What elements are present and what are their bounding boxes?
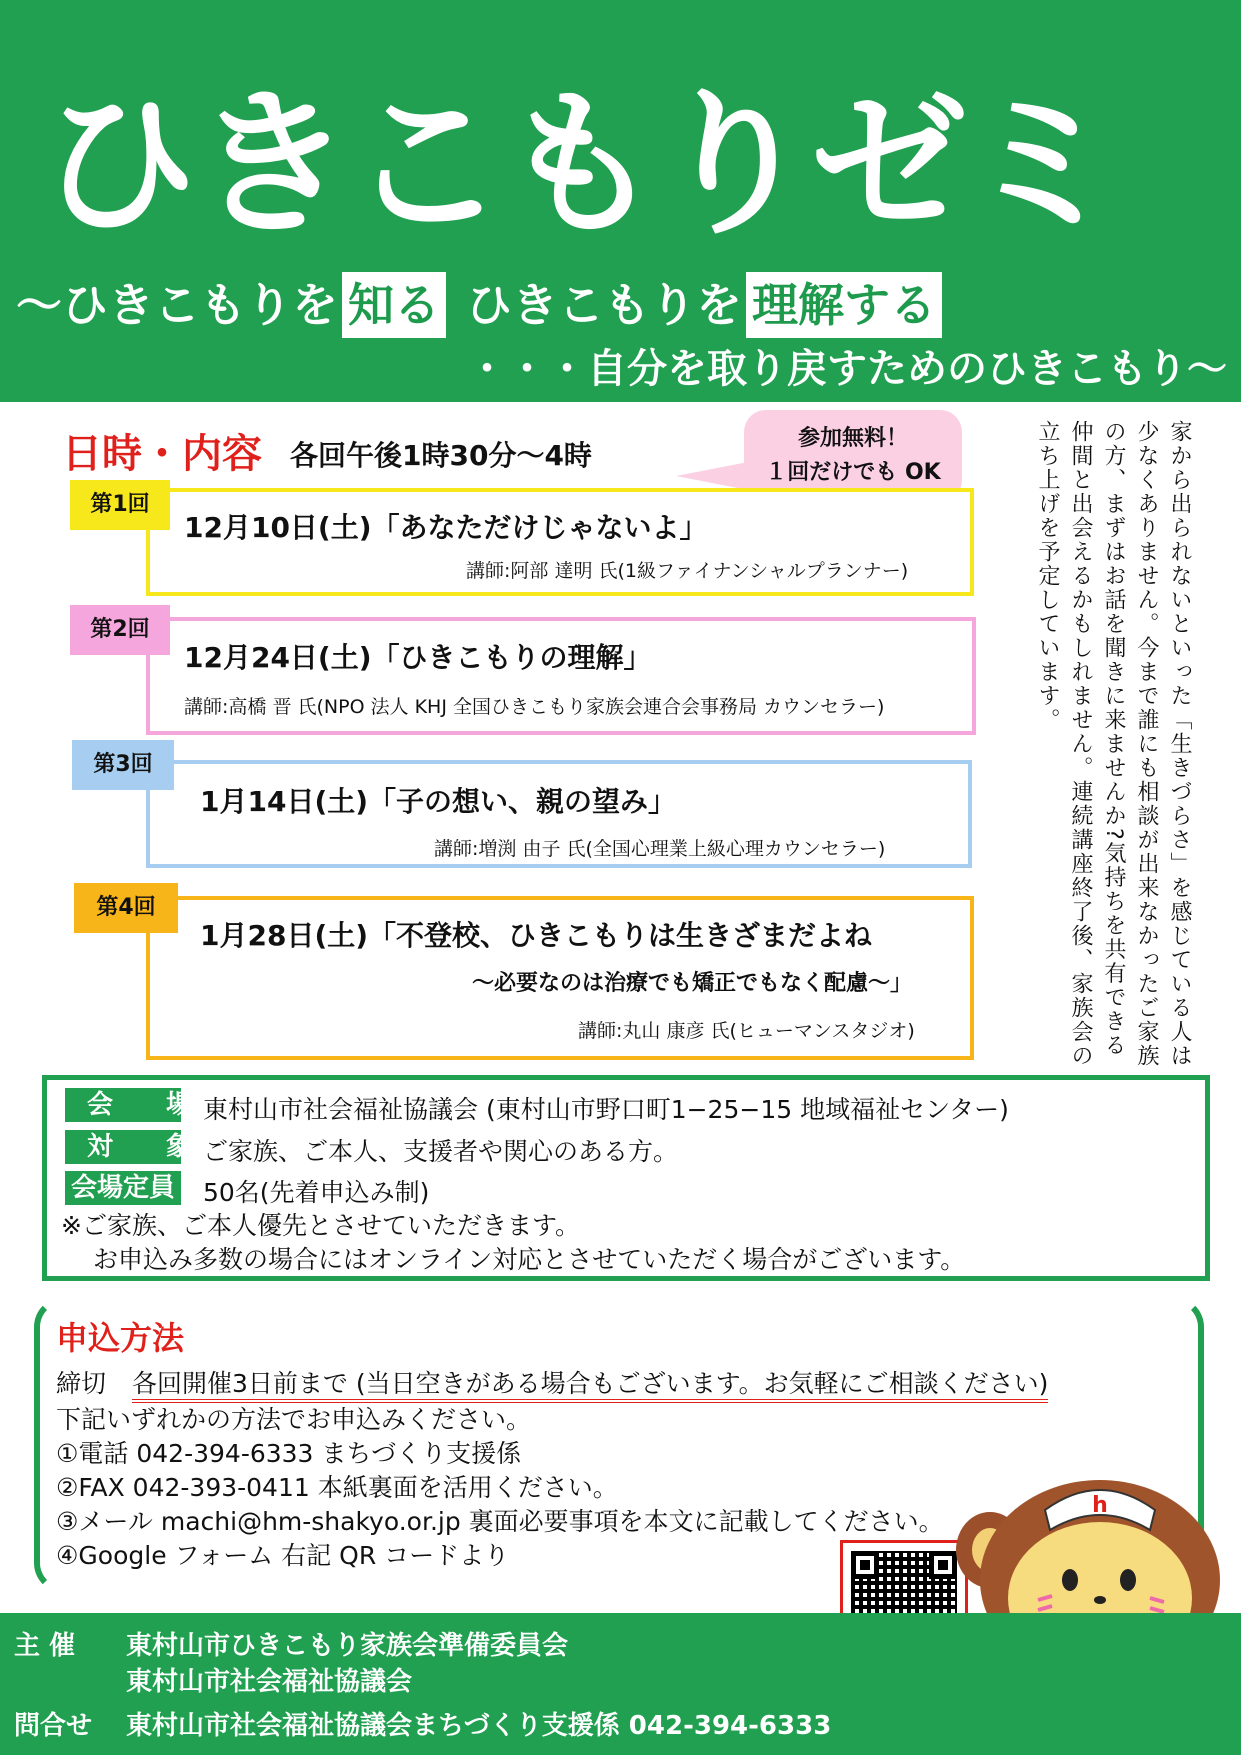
session-4-subtitle: 〜必要なのは治療でも矯正でもなく配慮〜」: [472, 971, 913, 996]
page-title: ひきこもりゼミ: [40, 73, 1118, 257]
host-label: 主 催: [14, 1631, 76, 1661]
subtitle-line2: ・・・自分を取り戻すためのひきこもり〜: [467, 346, 1227, 392]
method-fax: ②FAX 042-393-0411 本紙裏面を活用ください。: [56, 1473, 618, 1502]
subtitle-part-a: 〜ひきこもりを: [16, 278, 338, 332]
svg-text:h: h: [1092, 1493, 1108, 1518]
subtitle-highlight-understand: 理解する: [746, 272, 942, 338]
subtitle-line1: [16, 272, 946, 338]
info-box: [42, 1075, 1210, 1281]
qr-finder-top-left: [851, 1551, 879, 1579]
session-3-title: 1月14日(土)「子の想い、親の望み」: [200, 785, 677, 818]
venue-label: 会 場: [65, 1088, 181, 1122]
session-2-title: 12月24日(土)「ひきこもりの理解」: [184, 641, 652, 674]
target-label: 対 象: [65, 1130, 181, 1164]
deadline-line: [56, 1364, 1048, 1400]
session-1-title: 12月10日(土)「あなただけじゃないよ」: [184, 511, 708, 544]
session-2-tag: 第2回: [70, 605, 170, 655]
session-4-speaker: 講師:丸山 康彦 氏(ヒューマンスタジオ): [578, 1020, 915, 1042]
session-4-tag: 第4回: [74, 883, 178, 933]
target-value: ご家族、ご本人、支援者や関心のある方。: [203, 1137, 679, 1166]
method-phone: ①電話 042-394-6333 まちづくり支援係: [56, 1439, 522, 1468]
session-4-title: 1月28日(土)「不登校、ひきこもりは生きざまだよね: [200, 919, 873, 952]
schedule-time: 各回午後1時30分〜4時: [290, 439, 592, 472]
method-email: ③メール machi@hm-shakyo.or.jp 裏面必要事項を本文に記載してください。: [56, 1507, 944, 1536]
capacity-label: 会場定員: [65, 1171, 181, 1205]
session-1-speaker: 講師:阿部 達明 氏(1級ファイナンシャルプランナー): [466, 560, 909, 582]
host-1: 東村山市ひきこもり家族会準備委員会: [126, 1631, 569, 1661]
capacity-value: 50名(先着申込み制): [203, 1178, 430, 1207]
bubble-line2: １回だけでも OK: [765, 460, 941, 485]
bubble-line1: 参加無料！: [797, 426, 908, 451]
deadline-label: 締切: [56, 1369, 107, 1398]
session-2-speaker: 講師:高橋 晋 氏(NPO 法人 KHJ 全国ひきこもり家族会連合会事務局 カウンセラー): [184, 696, 885, 718]
subtitle-highlight-know: 知る: [342, 272, 446, 338]
contact-value: 東村山市社会福祉協議会まちづくり支援係 042-394-6333: [126, 1711, 832, 1741]
priority-note: ※ご家族、ご本人優先とさせていただきます。: [61, 1211, 580, 1240]
session-3-speaker: 講師:増渕 由子 氏(全国心理業上級心理カウンセラー): [434, 838, 886, 860]
footer-banner: [0, 1613, 1241, 1755]
session-1-tag: 第1回: [70, 480, 170, 530]
deadline-value: 各回開催3日前まで (当日空きがある場合もございます。お気軽にご相談ください): [132, 1369, 1048, 1403]
application-intro: 下記いずれかの方法でお申込みください。: [56, 1405, 532, 1434]
session-3-tag: 第3回: [72, 740, 174, 790]
host-2: 東村山市社会福祉協議会: [126, 1667, 413, 1697]
contact-label: 問合せ: [14, 1711, 93, 1741]
vertical-message: 家から出られないといった「生きづらさ」を感じている人は少なくありません。今まで誰にも相談が出来なかったご家族の方、まずはお話を聞きに来ませんか?気持ちを共有できる仲間と出会えるかもしれません。連続講座終了後、家族会の立ち上げを予定しています。: [1035, 420, 1192, 1068]
venue-value: 東村山市社会福祉協議会 (東村山市野口町1−25−15 地域福祉センター): [203, 1095, 1009, 1124]
application-title: 申込方法: [56, 1319, 185, 1357]
header-banner: [0, 0, 1241, 402]
method-google-form: ④Google フォーム 右記 QR コードより: [56, 1541, 510, 1570]
online-note: お申込み多数の場合にはオンライン対応とさせていただく場合がございます。: [93, 1245, 966, 1274]
schedule-heading: 日時・内容: [62, 431, 262, 477]
speech-bubble-tail: [676, 462, 748, 490]
subtitle-part-c: ひきこもりを: [466, 278, 743, 332]
